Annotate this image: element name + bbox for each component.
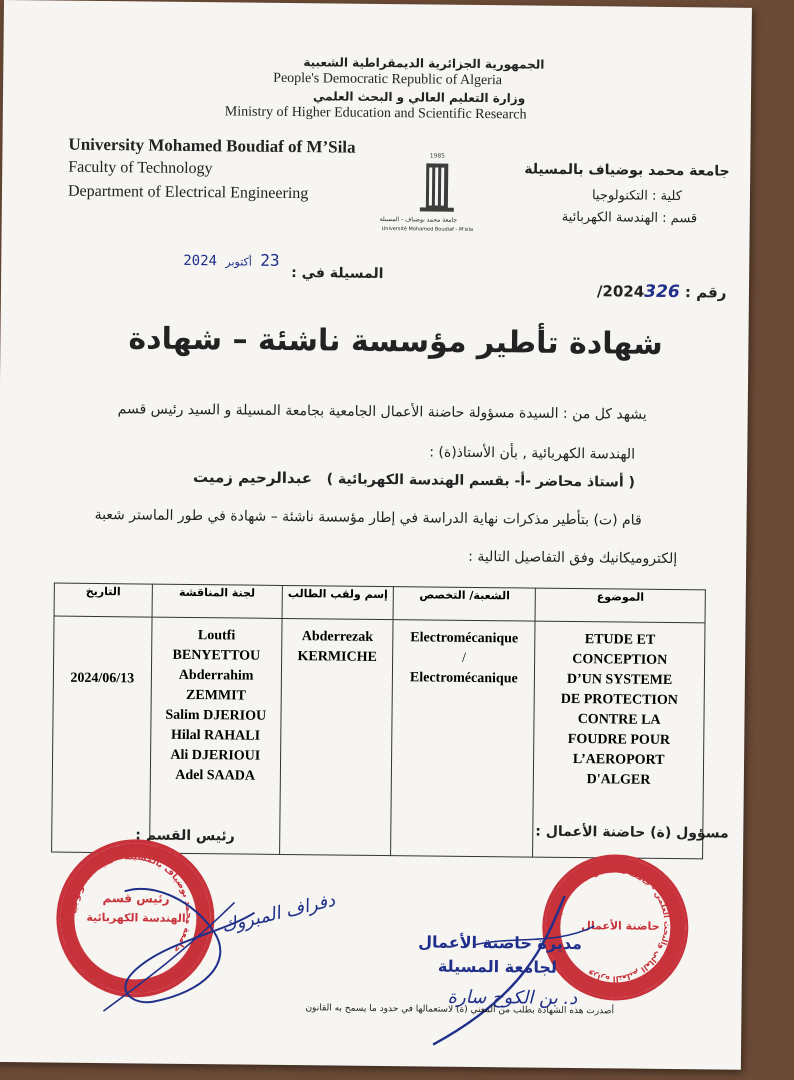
incubator-seal-ring: وزارة التعليم العالي والبحث العلمي - جامعة محمد بوضياف - المسيلة — [553, 865, 672, 984]
republic-en: People's Democratic Republic of Algeria — [273, 70, 503, 89]
student-line: Abderrezak — [301, 629, 374, 645]
jury-line: Loutfi — [197, 628, 236, 644]
logo-caption-en: Université Mohamed Boudiaf - M'sila — [381, 225, 474, 233]
head-seal-ring: جامعة محمد بوضياف بالمسيلة - كلية التكنولوجيا — [69, 852, 194, 955]
jury-line: Adel SAADA — [175, 767, 256, 784]
faculty-ar: كلية : التكنولوجيا — [591, 188, 683, 205]
cell-specialty — [391, 620, 535, 857]
subject-line: CONCEPTION — [572, 651, 668, 668]
head-label: رئيس القسم : — [135, 827, 235, 845]
body-line-2: الهندسة الكهربائية , بأن الأستاذ(ة) : — [429, 444, 636, 463]
footer-note: أصدرت هذه الشهادة بطلب من المعني (ة) لاستعمالها في حدود ما يسمح به القانون — [305, 1003, 615, 1017]
header-student: إسم ولقب الطالب — [282, 585, 394, 619]
jury-line: Ali DJERIOUI — [170, 747, 261, 764]
department-ar: قسم : الهندسة الكهربائية — [561, 209, 698, 227]
specialty-line: Electromécanique — [410, 630, 519, 647]
subject-line: D’UN SYSTEME — [566, 671, 673, 689]
incubator-stamp-line-2: لجامعة المسيلة — [437, 956, 558, 977]
cell-date: 2024/06/13 — [52, 616, 152, 853]
header-specialty: الشعبة/ التخصص — [394, 587, 536, 621]
teacher-name: عبدالرحيم زميت — [192, 468, 313, 488]
specialty-line: Electromécanique — [409, 670, 518, 687]
incubator-signature — [413, 884, 615, 1056]
jury-line: Salim DJERIOU — [165, 707, 267, 724]
table-row — [52, 616, 705, 859]
ref-label: رقم : — [684, 283, 727, 302]
ref-number: 326 — [644, 281, 680, 303]
subject-line: FOUDRE POUR — [567, 731, 671, 749]
head-signature — [93, 871, 285, 1023]
cell-jury — [149, 617, 281, 854]
student-line: KERMICHE — [297, 649, 377, 665]
subject-line: CONTRE LA — [577, 712, 661, 728]
logo-year: 1985 — [429, 152, 446, 160]
incubator-stamp-line-1: مديرة حاضنة الأعمال — [418, 932, 583, 954]
head-stamp-line-2: الهندسة الكهربائية — [86, 910, 186, 925]
thesis-table — [51, 583, 706, 860]
head-stamp-line-1: رئيس قسم — [102, 891, 170, 906]
ministry-en: Ministry of Higher Education and Scientific Research — [224, 104, 527, 123]
teacher-line — [193, 468, 635, 491]
logo-caption-ar: جامعة محمد بوضياف - المسيلة — [379, 215, 458, 224]
date-day: 23 — [260, 250, 280, 270]
head-name-handwritten: دفراف المبروك — [219, 889, 338, 938]
university-en: University Mohamed Boudiaf of M’Sila — [68, 134, 356, 157]
incubator-label: مسؤول (ة) حاضنة الأعمال : — [535, 823, 729, 842]
date-stamp — [183, 250, 279, 270]
jury-line: Hilal RAHALI — [170, 727, 261, 744]
specialty-line: / — [462, 650, 467, 666]
subject-line: DE PROTECTION — [560, 691, 678, 709]
header-date: التاريخ — [54, 583, 152, 617]
certificate-title: شهادة تأطير مؤسسة ناشئة – شهادة — [128, 321, 663, 362]
header-jury: لجنة المناقشة — [152, 584, 282, 618]
jury-line: ZEMMIT — [185, 687, 246, 704]
ministry-ar: وزارة التعليم العالي و البحث العلمي — [312, 89, 526, 106]
body-line-1: يشهد كل من : السيدة مسؤولة حاضنة الأعمال الجامعية بجامعة المسيلة و السيد رئيس قسم — [117, 401, 647, 423]
subject-line: D'ALGER — [586, 772, 651, 788]
body-line-3: قام (ت) بتأطير مذكرات نهاية الدراسة في إطار مؤسسة ناشئة – شهادة في طور الماستر شعبة — [94, 506, 642, 529]
ref-year: /2024 — [596, 282, 645, 301]
teacher-title: ( أستاذ محاضر -أ- بقسم الهندسة الكهربائية ) — [326, 471, 636, 491]
faculty-en: Faculty of Technology — [68, 158, 213, 178]
jury-line: Abderrahim — [178, 667, 254, 684]
incubator-seal-center: حاضنة الأعمال — [581, 919, 660, 933]
cell-student — [279, 618, 393, 855]
university-ar: جامعة محمد بوضياف بالمسيلة — [524, 161, 730, 180]
subject-line: ETUDE ET — [584, 632, 656, 648]
reference — [597, 281, 727, 302]
jury-line: BENYETTOU — [172, 647, 261, 664]
incubator-name-handwritten: د. بن الكوح سارة — [447, 986, 578, 1010]
place-label: المسيلة في : — [291, 265, 384, 282]
subject-line: L’AEROPORT — [572, 752, 665, 768]
department-en: Department of Electrical Engineering — [67, 182, 309, 203]
date-month: أكتوبر — [225, 255, 252, 269]
body-line-4: إلكتروميكانيك وفق التفاصيل التالية : — [468, 548, 678, 568]
republic-ar: الجمهورية الجزائرية الديمقراطية الشعبية — [303, 55, 545, 72]
date-year: 2024 — [183, 252, 218, 270]
header-subject: الموضوع — [535, 588, 705, 623]
